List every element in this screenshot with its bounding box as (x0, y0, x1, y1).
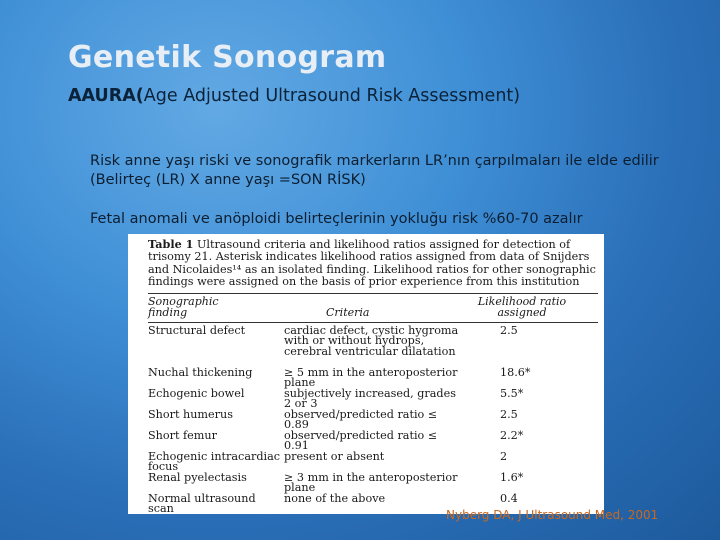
cell-ratio: 1.6* (500, 470, 524, 484)
cell-criteria: none of the above (284, 491, 386, 505)
cell-criteria: ≥ 5 mm in the anteroposterior plane (284, 365, 458, 390)
slide-subtitle (68, 86, 520, 106)
source-citation: Nyberg DA, J Ultrasound Med, 2001 (446, 508, 659, 522)
subtitle-expansion: Age Adjusted Ultrasound Risk Assessment) (143, 86, 521, 106)
cell-criteria: present or absent (284, 449, 385, 463)
table-row (148, 470, 598, 495)
cell-finding: Nuchal thickening (148, 365, 253, 379)
cell-finding: Structural defect (148, 323, 246, 337)
criteria-table-image (128, 234, 604, 514)
table-row (148, 428, 598, 453)
cell-criteria: observed/predicted ratio ≤ 0.91 (284, 428, 438, 453)
header-criteria: Criteria (326, 305, 370, 319)
bullet-item (72, 210, 692, 229)
cell-ratio: 2 (500, 449, 508, 463)
cell-ratio: 2.5 (500, 407, 518, 421)
slide-title: Genetik Sonogram (68, 40, 387, 75)
cell-ratio: 18.6* (500, 365, 531, 379)
cell-finding: Normal ultrasound scan (148, 491, 256, 514)
table-row (148, 407, 598, 432)
cell-ratio: 2.2* (500, 428, 524, 442)
cell-criteria: observed/predicted ratio ≤ 0.89 (284, 407, 438, 432)
header-ratio: Likelihood ratio assigned (477, 294, 567, 319)
table-label: Table 1 (148, 237, 194, 251)
cell-finding: Echogenic bowel (148, 386, 245, 400)
bullet-item (72, 152, 692, 190)
table-caption-text: Ultrasound criteria and likelihood ratios assigned for detection of trisomy 21. Asterisk indicates likelihood ratios assigned from data of Snijders and Nicolaides¹⁴ as an isolated finding. Likelihood ratios for other sonographic findings were assigned on the basis of prior experience from this institution (148, 238, 596, 289)
bullet-text: Risk anne yaşı riski ve sonografik markerların LR’nın çarpılmaları ile elde edilir (Belirteç (LR) X anne yaşı =SON RİSK) (90, 153, 659, 188)
table-row (148, 365, 598, 390)
cell-criteria: ≥ 3 mm in the anteroposterior plane (284, 470, 458, 495)
cell-ratio: 5.5* (500, 386, 524, 400)
cell-criteria: cardiac defect, cystic hygroma with or without hydrops, cerebral ventricular dilatation (284, 323, 459, 358)
cell-ratio: 2.5 (500, 323, 518, 337)
subtitle-acronym: AAURA( (68, 86, 144, 106)
table-header (148, 293, 598, 323)
cell-finding: Short femur (148, 428, 217, 442)
table-row (148, 386, 598, 411)
cell-finding: Short humerus (148, 407, 233, 421)
cell-finding: Echogenic intracardiac focus (148, 449, 281, 474)
bullet-text: Fetal anomali ve anöploidi belirteçlerinin yokluğu risk %60-70 azalır (90, 211, 583, 227)
cell-finding: Renal pyelectasis (148, 470, 247, 484)
table-caption (148, 238, 598, 289)
cell-criteria: subjectively increased, grades 2 or 3 (284, 386, 456, 411)
table-row (148, 449, 598, 474)
header-finding: Sonographic finding (148, 294, 219, 319)
table-row (148, 323, 598, 368)
cell-ratio: 0.4 (500, 491, 518, 505)
